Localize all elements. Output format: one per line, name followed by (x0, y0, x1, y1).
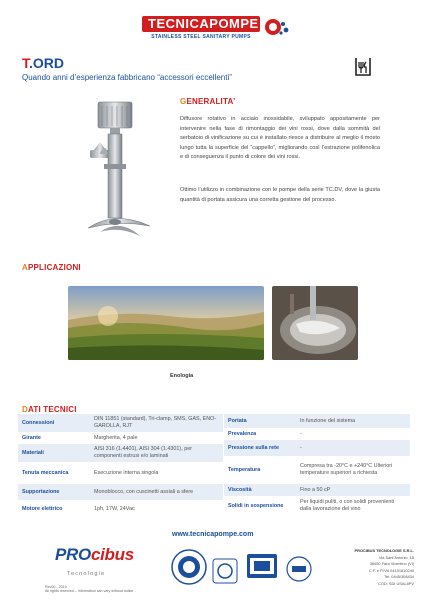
spec-key: Prevalenza (224, 428, 296, 440)
rights-label: All rights reserved – Information can vary without notice (45, 589, 134, 594)
brand-name: TECNICAPOMPE (142, 16, 260, 32)
company-tel: Tel. 0445/308434 (384, 574, 414, 580)
page-title (22, 55, 64, 71)
title-initial: T (22, 55, 29, 71)
page-subtitle: Quando anni d’esperienza fabbricano “accessori eccellenti” (22, 73, 232, 82)
table-row (18, 500, 223, 518)
procibus-cibus: cibus (90, 545, 134, 564)
spec-value: Monoblocco, con cuscinetti assiali a sfere (90, 484, 223, 500)
procibus-tagline: Tecnologie (67, 571, 106, 577)
spec-key: Temperatura (224, 456, 296, 484)
icim-certification-icon (170, 548, 208, 586)
revision-note (45, 585, 175, 594)
specs-table-left (18, 414, 223, 518)
specs-table-right (224, 414, 410, 516)
procibus-wordmark (55, 545, 155, 565)
generalita-paragraph-1: Diffusore rotativo in acciaio inossidabile, sviluppato appositamente per intervenire nella fase di rimontaggio dei vini rossi, dove dalla sommità del serbatoio di vinificazione su cui è installato riesce a distribuire al meglio il mosto lungo tutta la superficie del “cappello”, migliorando così l’estrazione polifenolica e di conseguenza il punto di colore dei vini rossi. (180, 116, 380, 160)
spec-value: - (296, 440, 410, 456)
table-row (18, 444, 223, 462)
spec-key: Pressione sulla rete (224, 440, 296, 456)
heading-rest: PPLICAZIONI (27, 263, 81, 272)
procibus-logo (55, 545, 155, 577)
company-info (334, 548, 414, 588)
table-row (18, 414, 223, 432)
table-row (224, 428, 410, 440)
spec-key: Connessioni (18, 414, 90, 432)
cisq-certification-icon (246, 550, 278, 582)
brand-pump-icon (264, 16, 290, 38)
heading-initial: A (22, 263, 28, 272)
spec-value: Per liquidi puliti, o con solidi provenienti dalla lavorazione del vino (296, 496, 410, 516)
heading-rest: ENERALITA’ (186, 97, 236, 106)
spec-key: Solidi in sospensione (224, 496, 296, 516)
spec-key: Materiali (18, 444, 90, 462)
heading-initial: G (180, 97, 187, 106)
iqnet-certification-icon (212, 558, 238, 584)
diffuser-product-image (80, 98, 160, 240)
brand-logo (130, 16, 295, 40)
spec-value: DIN 11851 (standard), Tri-clamp, SMS, GAS, ENO-GAROLLA, RJT (90, 414, 223, 432)
spec-value: Compresa tra -20°C e +240°C Ulteriori temperature superiori a richiesta (296, 456, 410, 484)
heading-rest: ATI TECNICI (27, 405, 77, 414)
vineyard-photo (68, 286, 264, 360)
spec-key: Motore elettrico (18, 500, 90, 518)
generalita-paragraph-2: Ottimo l’utilizzo in combinazione con le pompe della serie TC.DV, dove la giusta quantità di portata assicura una corretta gestione del processo. (180, 187, 380, 203)
table-row (224, 414, 410, 428)
iqnet-circle-certification-icon (286, 556, 312, 582)
table-row (18, 432, 223, 444)
spec-value: AISI 316 (1.4401), AISI 304 (1.4301), per componenti estrusi e/o laminati (90, 444, 223, 462)
company-address: Via Sant’Antonio, 15 (378, 554, 414, 560)
company-vat: C.F. e P.IVA 04151810245 (368, 567, 414, 573)
spec-key: Tenuta meccanica (18, 462, 90, 484)
title-rest: .ORD (29, 55, 64, 71)
tank-photo (272, 286, 358, 360)
company-city: 36050 Fara Vicentino (VI) (369, 561, 414, 567)
procibus-pro: PRO (55, 545, 91, 564)
section-heading-applicazioni (22, 263, 81, 272)
spec-key: Girante (18, 432, 90, 444)
table-row (224, 496, 410, 516)
table-row (18, 462, 223, 484)
section-heading-generalita (180, 97, 235, 106)
brand-tagline: STAINLESS STEEL SANITARY PUMPS (151, 34, 251, 40)
table-row (18, 484, 223, 500)
spec-key: Portata (224, 414, 296, 428)
company-cod: COD. SDI USAL8PV (378, 580, 414, 586)
spec-value: Esecuzione interna singola (90, 462, 223, 484)
website-link[interactable]: www.tecnicapompe.com (172, 531, 254, 538)
spec-value: Fino a 50 cP (296, 484, 410, 496)
spec-key: Viscosità (224, 484, 296, 496)
company-name: PROCIBUS TECNOLOGIE S.R.L. (354, 548, 414, 553)
spec-value: In funzione del sistema (296, 414, 410, 428)
spec-value: 1ph, 17W, 24Vac (90, 500, 223, 518)
revision-label: Rev00 - 2019 (45, 585, 67, 589)
table-row (224, 484, 410, 496)
section-heading-dati-tecnici (22, 405, 77, 414)
food-grade-icon (352, 55, 376, 79)
spec-key: Supportazione (18, 484, 90, 500)
spec-value: Margherita, 4 pale (90, 432, 223, 444)
photo-caption: Enologia (170, 373, 194, 379)
heading-initial: D (22, 405, 28, 414)
table-row (224, 456, 410, 484)
table-row (224, 440, 410, 456)
spec-value: - (296, 428, 410, 440)
